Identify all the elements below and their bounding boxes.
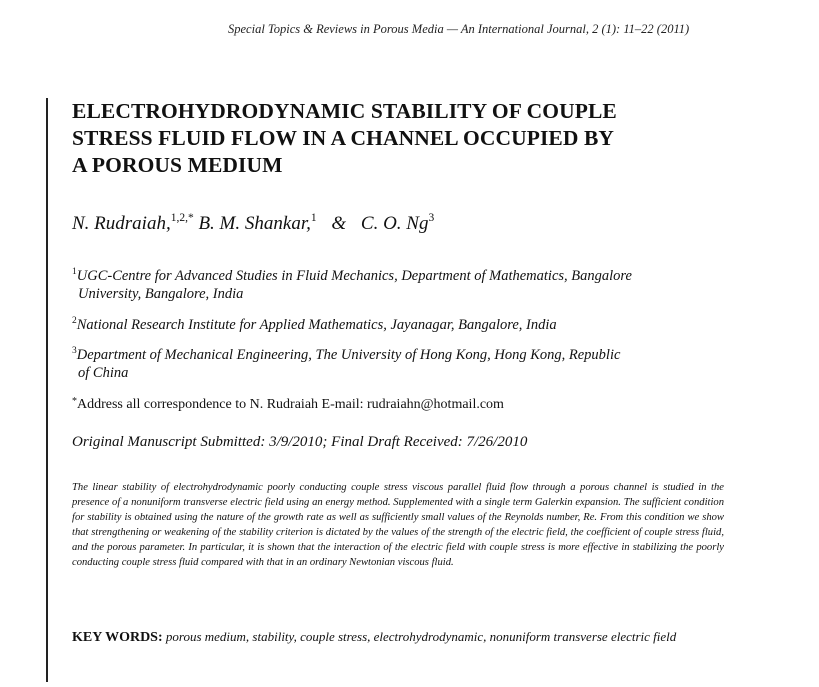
affiliation-text: of China — [78, 365, 129, 381]
keywords-text: porous medium, stability, couple stress, electrohydrodynamic, nonuniform transverse electric field — [165, 629, 677, 644]
affiliation-marker: 1 — [72, 267, 77, 277]
keywords — [72, 628, 732, 646]
author-affiliation-marker: 3 — [428, 212, 435, 224]
author-affiliation-marker: 1 — [310, 212, 317, 224]
affiliation-text: National Research Institute for Applied Mathematics, Jayanagar, Bangalore, India — [76, 317, 557, 333]
affiliation — [72, 342, 742, 382]
correspondence-text: Address all correspondence to N. Rudraiah E-mail: rudraiahn@hotmail.com — [77, 397, 504, 412]
author-joiner: & — [331, 213, 347, 234]
affiliation-marker: 3 — [72, 346, 77, 356]
affiliation-marker: 2 — [72, 316, 77, 326]
manuscript-dates: Original Manuscript Submitted: 3/9/2010; Final Draft Received: 7/26/2010 — [72, 434, 528, 450]
title-line: A POROUS MEDIUM — [72, 153, 283, 177]
affiliation-text: UGC-Centre for Advanced Studies in Fluid Mechanics, Department of Mathematics, Bangalore — [76, 268, 632, 284]
author-name: B. M. Shankar, — [198, 213, 311, 234]
affiliation — [72, 263, 742, 303]
author-name: C. O. Ng — [360, 213, 429, 234]
correspondence-note — [72, 396, 752, 413]
affiliation-text: University, Bangalore, India — [78, 286, 244, 302]
keywords-label: KEY WORDS: — [72, 630, 163, 645]
affiliation — [72, 312, 742, 334]
abstract: The linear stability of electrohydrodynamic poorly conducting couple stress viscous parallel fluid flow through a porous channel is studied in the presence of a nonuniform transverse electric field using an energy method. Supplemented with a single term Galerkin expansion. The sufficient condition for stability is obtained using the nature of the growth rate as well as sufficiently small values of the Reynolds number, Re. From this condition we show that strengthening or weakening of the stability criterion is dictated by the values of the strength of the electric field, the coefficient of couple stress fluid, and the porous parameter. In particular, it is shown that the interaction of the electric field with couple stress is more effective in stabilizing the poorly conducting couple stress fluid compared with that in an ordinary Newtonian viscous fluid. — [72, 482, 724, 569]
article-title — [72, 98, 772, 179]
journal-citation: Special Topics & Reviews in Porous Media — An International Journal, 2 (1): 11–22 (2011) — [228, 22, 690, 36]
margin-rule — [46, 98, 48, 682]
correspondence-marker: * — [72, 396, 77, 407]
title-line: STRESS FLUID FLOW IN A CHANNEL OCCUPIED BY — [72, 126, 615, 150]
author-name: N. Rudraiah, — [72, 213, 171, 234]
title-line: ELECTROHYDRODYNAMIC STABILITY OF COUPLE — [72, 99, 617, 123]
author-affiliation-marker: 1,2,* — [170, 212, 194, 224]
author-list — [72, 212, 772, 235]
affiliation-text: Department of Mechanical Engineering, The University of Hong Kong, Hong Kong, Republic — [76, 347, 621, 363]
